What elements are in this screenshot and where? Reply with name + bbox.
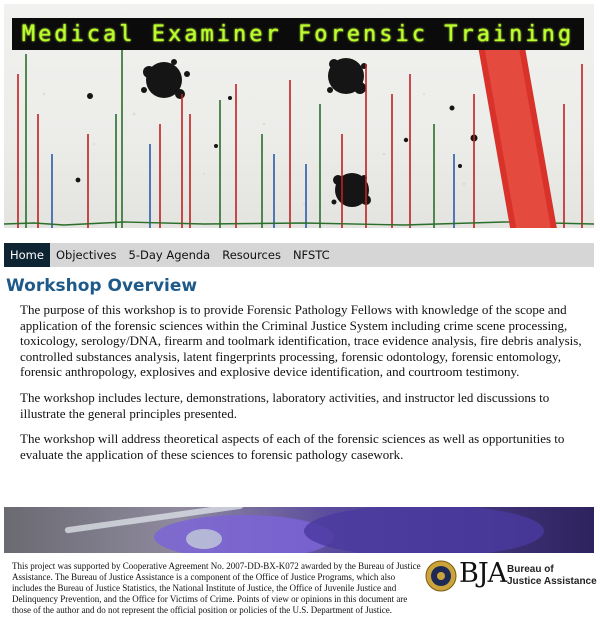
paragraph-purpose: The purpose of this workshop is to provide Forensic Pathology Fellows with knowledge of the scope and application of the forensic sciences within the Criminal Justice System including crime scene processing, toxicology, serology/DNA, firearm and toolmark identification, trace evidence analysis, fire debris analysis, controlled substances analysis, latent fingerprints processing, forensic odontology, forensic entomology, forensic anthropology, explosives and explosive device identification, and courtroom testimony. (20, 302, 582, 380)
bja-logo[interactable] (425, 556, 595, 596)
nav-item-objectives[interactable]: Objectives (55, 248, 117, 262)
bja-name (507, 564, 597, 588)
header-banner (4, 4, 594, 228)
main-nav (4, 243, 594, 267)
banner-title-bar (12, 18, 584, 50)
bja-name-line2: Justice Assistance (507, 576, 597, 587)
page-title: Workshop Overview (6, 276, 198, 296)
bja-letters: BJA (459, 558, 507, 589)
nav-item-5-day-agenda[interactable]: 5-Day Agenda (128, 248, 211, 262)
main-content (20, 302, 584, 472)
paragraph-includes: The workshop includes lecture, demonstrations, laboratory activities, and instructor led discussions to illustrate the general principles presented. (20, 389, 550, 421)
nav-item-nfstc[interactable]: NFSTC (292, 248, 330, 262)
lab-photo (4, 507, 594, 553)
footer-disclaimer: This project was supported by Cooperative Agreement No. 2007-DD-BX-K072 awarded by the Bureau of Justice Assistance. The Bureau of Justice Assistance is a component of the Office of Justice Programs, which also includes the Bureau of Justice Statistics, the National Institute of Justice, the Office of Juvenile Justice and Delinquency Prevention, and the Office for Victims of Crime. Points of view or opinions in this document are those of the author and do not represent the official position or policies of the U.S. Department of Justice. (12, 561, 421, 615)
site-title: Medical Examiner Forensic Training (21, 21, 575, 47)
paragraph-address: The workshop will address theoretical aspects of each of the forensic sciences as well as opportunities to evaluate the application of these sciences to forensic pathology casework. (20, 431, 565, 462)
bja-name-line1: Bureau of (507, 564, 554, 575)
bja-seal-icon (425, 560, 457, 592)
nav-item-resources[interactable]: Resources (222, 248, 281, 262)
nav-item-home[interactable]: Home (4, 243, 50, 267)
